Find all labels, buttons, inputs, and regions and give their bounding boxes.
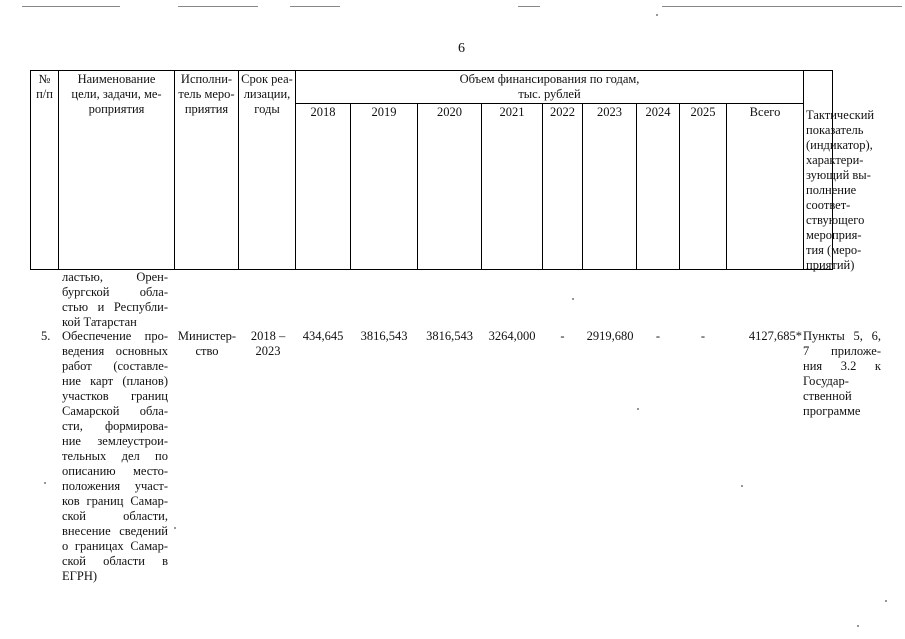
row-value-2018: 434,645 xyxy=(302,329,344,343)
scan-speck xyxy=(885,600,887,602)
scan-artifact-line xyxy=(22,6,120,7)
header-year: 2019 xyxy=(371,105,397,119)
header-year: 2020 xyxy=(437,105,462,119)
scan-artifact-line xyxy=(290,6,340,7)
header-year: 2021 xyxy=(499,105,525,119)
header-year: 2024 xyxy=(645,105,671,119)
scan-speck xyxy=(637,408,639,410)
row-value-2023: 2919,680 xyxy=(586,329,634,343)
header-year: 2018 xyxy=(310,105,336,119)
row-value-2022: - xyxy=(560,329,565,343)
scan-speck xyxy=(44,482,46,484)
row-term: 2018 – 2023 xyxy=(250,329,286,358)
row-value-2019: 3816,543 xyxy=(360,329,408,343)
row-value-2021: 3264,000 xyxy=(488,329,536,343)
header-year: 2023 xyxy=(597,105,622,119)
header-num: № п/п xyxy=(36,72,53,101)
scan-artifact-line xyxy=(178,6,258,7)
page-number: 6 xyxy=(458,41,465,56)
header-total: Всего xyxy=(749,105,781,119)
row-name: Обеспечение про- ведения основных работ (составле- ние карт (планов) участков границ Самарской обла- сти, формирова- ние землеустрои- тельных дел по описанию место- положения участ- ков границ Самар- ской области, внесение сведений о границах Самар- ской области в ЕГРН) xyxy=(62,329,168,583)
row-executor: Министер- ство xyxy=(177,329,237,358)
continuation-text: ластью, Орен- бургской обла- стью и Республи- кой Татарстан xyxy=(62,270,168,329)
scan-speck xyxy=(857,625,859,627)
header-name: Наименование цели, задачи, ме- роприятия xyxy=(71,72,162,116)
scan-speck xyxy=(572,298,574,300)
row-indicator: Пункты 5, 6, 7 приложе- ния 3.2 к Государ- ственной программе xyxy=(803,329,881,418)
row-number: 5. xyxy=(41,329,51,343)
header-funding: Объем финансирования по годам, тыс. рублей xyxy=(459,72,640,101)
header-indicator: Тактический показатель (индикатор), характери- зующий вы- полнение соответ- ствующего мероприя- тия (меро- приятий) xyxy=(806,108,875,272)
header-executor: Исполни- тель меро- приятия xyxy=(178,72,235,116)
table-header xyxy=(30,70,875,272)
row-value-2024: - xyxy=(655,329,661,343)
scan-artifact-line xyxy=(662,6,902,7)
row-value-total: 4127,685* xyxy=(748,329,802,343)
scan-speck xyxy=(174,527,176,529)
row-value-2020: 3816,543 xyxy=(426,329,473,343)
scan-artifact-line xyxy=(518,6,540,7)
scan-speck xyxy=(741,485,743,487)
header-year: 2022 xyxy=(550,105,575,119)
header-term: Срок реа- лизации, годы xyxy=(241,72,293,116)
row-value-2025: - xyxy=(700,329,706,343)
scan-speck xyxy=(656,14,658,16)
header-year: 2025 xyxy=(690,105,716,119)
